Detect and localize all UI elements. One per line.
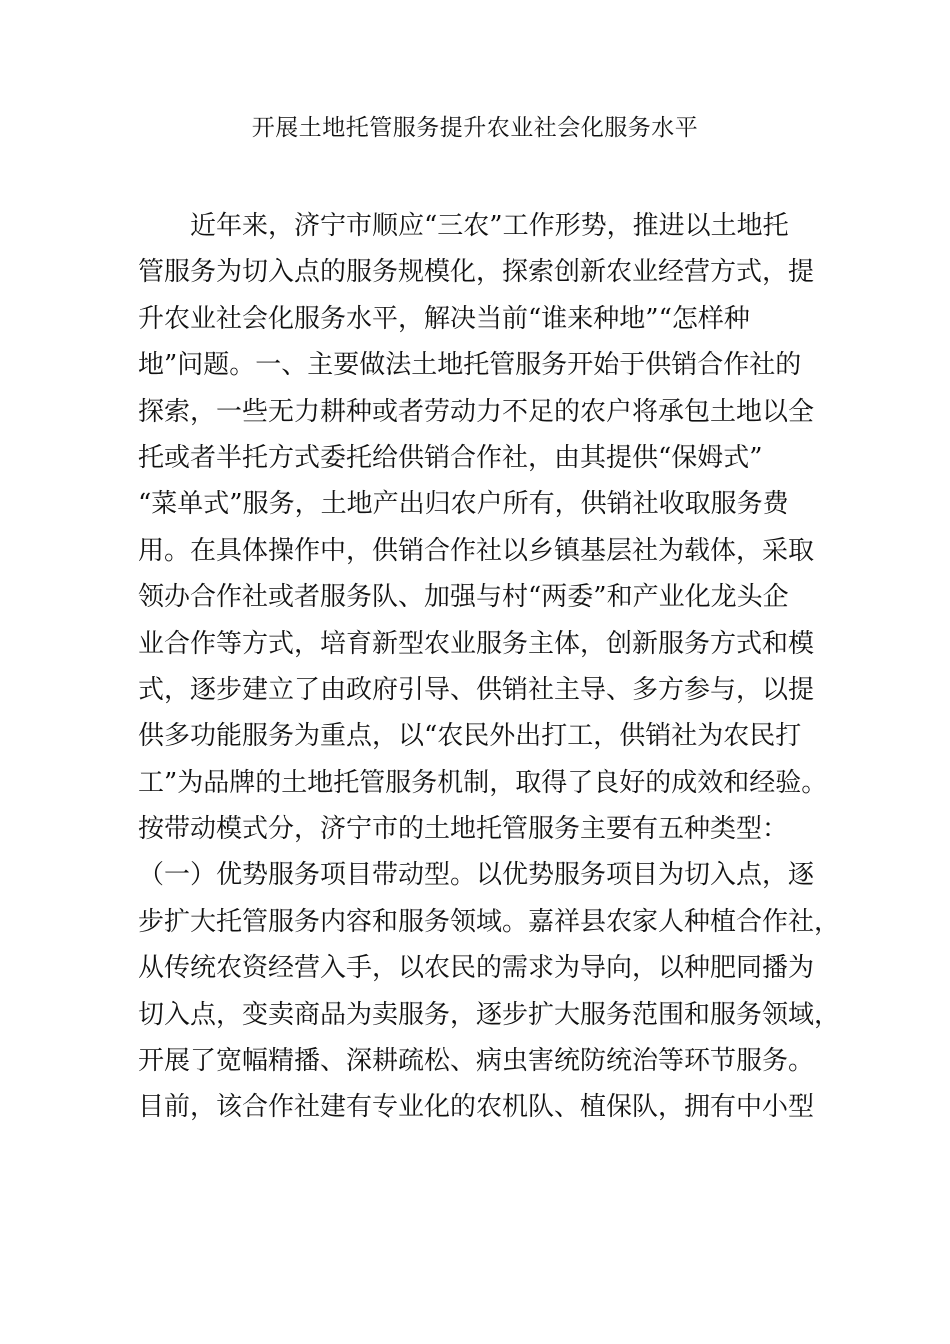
body-line: 目前，该合作社建有专业化的农机队、植保队，拥有中小型 — [138, 1092, 815, 1123]
body-line: 步扩大托管服务内容和服务领域。嘉祥县农家人种植合作社， — [138, 906, 841, 937]
body-line: 工”为品牌的土地托管服务机制，取得了良好的成效和经验。 — [138, 767, 828, 798]
body-line: 探索，一些无力耕种或者劳动力不足的农户将承包土地以全 — [138, 396, 815, 427]
body-line: 近年来，济宁市顺应“三农”工作形势，推进以土地托 — [190, 211, 789, 241]
body-line: 式，逐步建立了由政府引导、供销社主导、多方参与，以提 — [138, 674, 815, 705]
body-line: “菜单式”服务，土地产出归农户所有，供销社收取服务费 — [138, 489, 789, 520]
body-line: 从传统农资经营入手，以农民的需求为导向，以种肥同播为 — [138, 953, 815, 984]
body-line: 按带动模式分，济宁市的土地托管服务主要有五种类型： — [138, 814, 789, 845]
body-line: 地”问题。一、主要做法土地托管服务开始于供销合作社的 — [138, 350, 802, 381]
body-line: 托或者半托方式委托给供销合作社，由其提供“保姆式” — [138, 442, 763, 473]
body-line: 供多功能服务为重点，以“农民外出打工，供销社为农民打 — [138, 721, 802, 752]
body-line: 用。在具体操作中，供销合作社以乡镇基层社为载体，采取 — [138, 535, 815, 566]
body-line: 开展了宽幅精播、深耕疏松、病虫害统防统治等环节服务。 — [138, 1046, 815, 1077]
body-line: 升农业社会化服务水平，解决当前“谁来种地”“怎样种 — [138, 303, 750, 334]
document-body — [138, 203, 841, 1131]
body-line: （一）优势服务项目带动型。以优势服务项目为切入点，逐 — [138, 860, 815, 891]
body-line: 管服务为切入点的服务规模化，探索创新农业经营方式，提 — [138, 257, 815, 288]
document-title: 开展土地托管服务提升农业社会化服务水平 — [251, 115, 699, 141]
body-line: 领办合作社或者服务队、加强与村“两委”和产业化龙头企 — [138, 582, 789, 613]
body-line: 切入点，变卖商品为卖服务，逐步扩大服务范围和服务领域， — [138, 999, 841, 1030]
body-line: 业合作等方式，培育新型农业服务主体，创新服务方式和模 — [138, 628, 815, 659]
